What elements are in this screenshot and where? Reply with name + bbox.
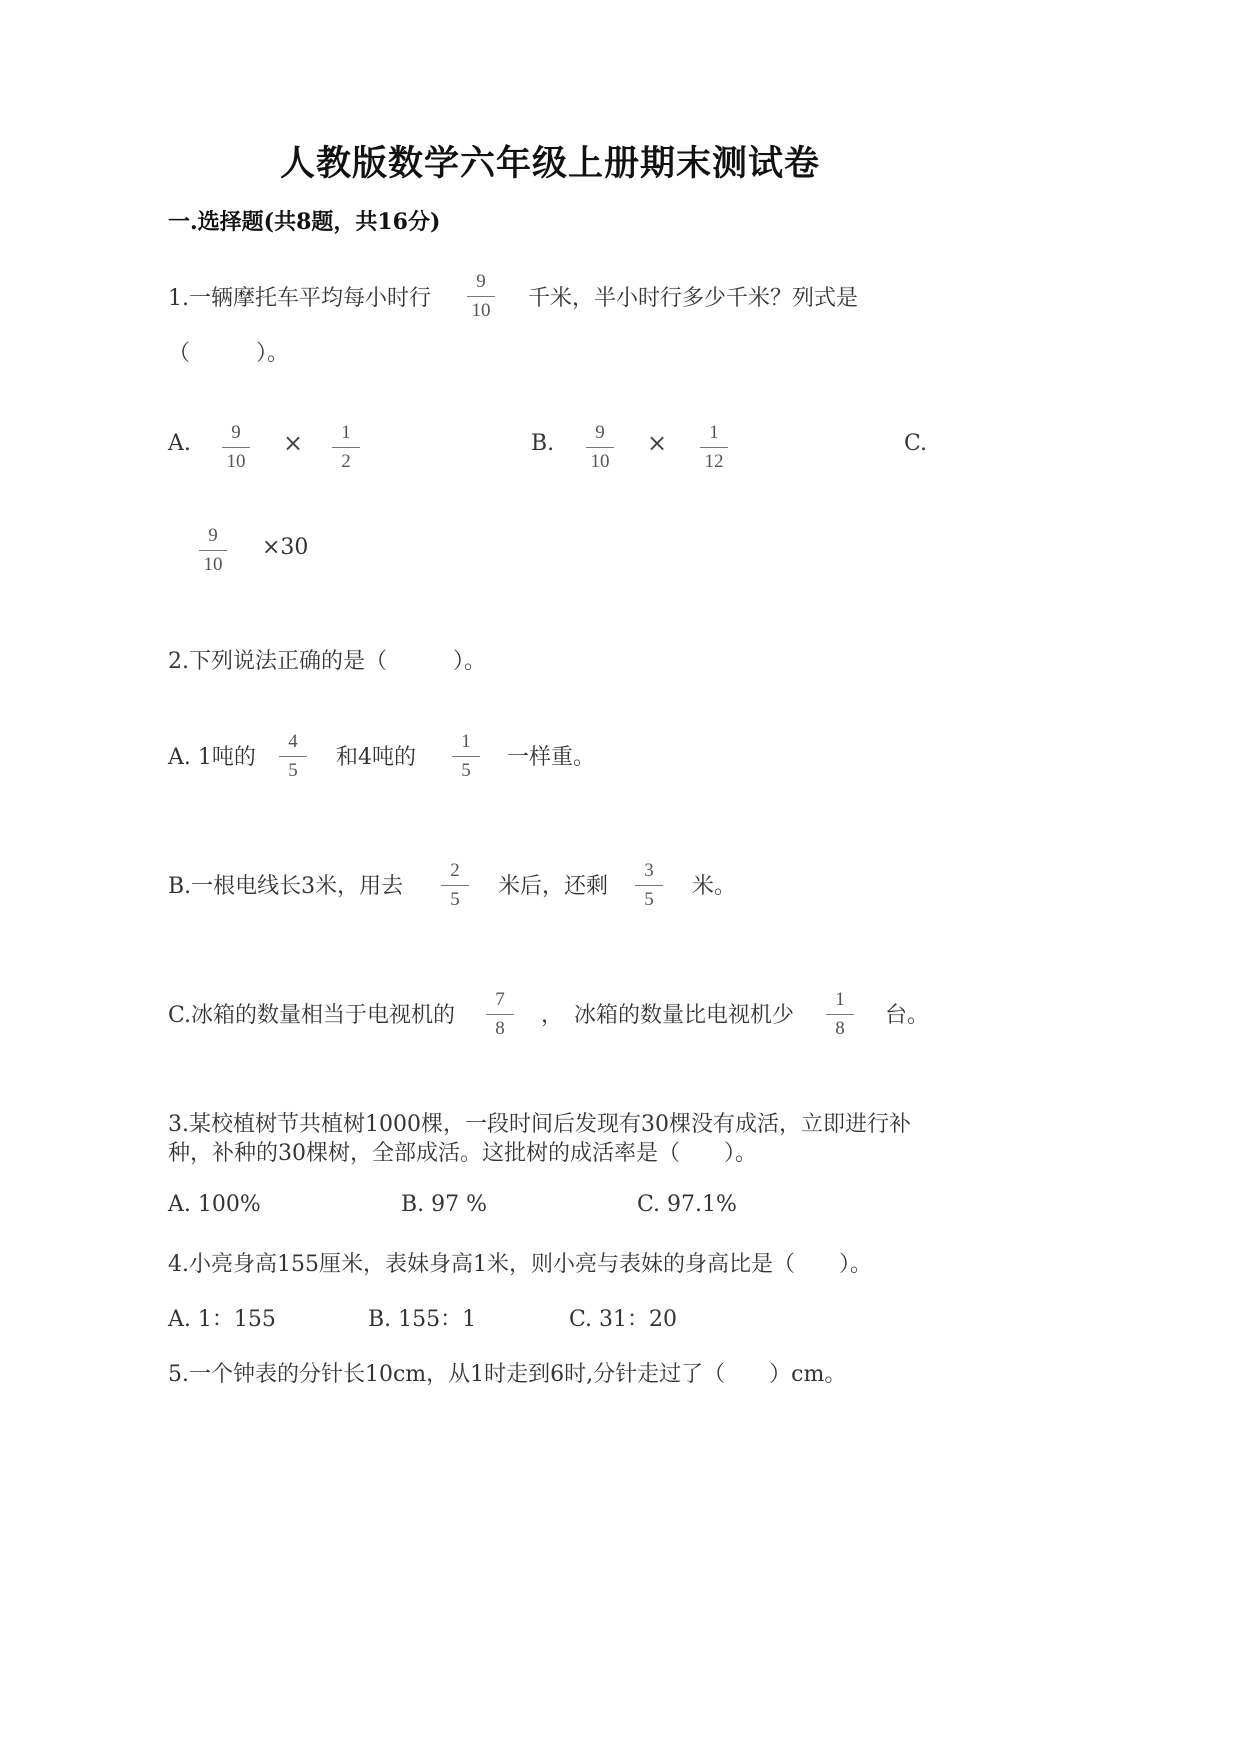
fraction-bar xyxy=(635,885,663,886)
numerator: 9 xyxy=(476,271,486,292)
numerator: 7 xyxy=(495,989,505,1010)
denominator: 5 xyxy=(644,889,654,910)
page-title: 人教版数学六年级上册期末测试卷 xyxy=(279,143,820,184)
denominator: 5 xyxy=(288,760,298,781)
numerator: 3 xyxy=(644,860,654,881)
denominator: 12 xyxy=(704,451,724,472)
fraction-bar xyxy=(332,447,360,448)
numerator: 9 xyxy=(595,422,605,443)
q4-option-b: B. 155：1 xyxy=(368,1307,477,1332)
q2-option-a-part3: 一样重。 xyxy=(507,745,596,770)
numerator: 4 xyxy=(288,731,298,752)
q1-option-b-fraction1 xyxy=(580,422,620,473)
fraction-bar xyxy=(467,296,495,297)
denominator: 5 xyxy=(450,889,460,910)
q3-text-line1: 3.某校植树节共植树1000棵，一段时间后发现有30棵没有成活，立即进行补 xyxy=(168,1112,911,1137)
q1-option-a-label: A. xyxy=(168,431,191,456)
q4-option-a: A. 1：155 xyxy=(168,1307,276,1332)
q1-option-b-fraction2 xyxy=(694,422,734,473)
denominator: 2 xyxy=(341,451,351,472)
q4-option-c: C. 31：20 xyxy=(569,1307,678,1332)
fraction-bar xyxy=(199,550,227,551)
fraction-bar xyxy=(441,885,469,886)
numerator: 1 xyxy=(341,422,351,443)
denominator: 8 xyxy=(835,1018,845,1039)
q1-option-b-times: × xyxy=(647,429,668,457)
q3-option-b: B. 97 % xyxy=(401,1192,488,1217)
q2-option-a-fraction1 xyxy=(273,731,313,782)
denominator: 10 xyxy=(471,300,491,321)
q2-option-c-part1: C.冰箱的数量相当于电视机的 xyxy=(168,1003,456,1028)
q3-option-a: A. 100% xyxy=(168,1192,261,1217)
q3-option-c: C. 97.1% xyxy=(637,1192,737,1217)
fraction-bar xyxy=(826,1014,854,1015)
denominator: 10 xyxy=(203,554,223,575)
q2-option-b-part2: 米后，还剩 xyxy=(498,874,609,899)
q1-answer-blank: （ ）。 xyxy=(168,341,290,366)
q1-text-end: 千米，半小时行多少千米？列式是 xyxy=(528,286,859,311)
q2-option-a-fraction2 xyxy=(446,731,486,782)
q1-option-c-label: C. xyxy=(904,431,928,456)
q2-option-c-fraction2 xyxy=(820,989,860,1040)
numerator: 9 xyxy=(231,422,241,443)
q2-option-b-part3: 米。 xyxy=(692,874,737,899)
q2-text: 2.下列说法正确的是（ ）。 xyxy=(168,649,486,674)
q1-option-a-times: × xyxy=(283,429,304,457)
q1-option-c-fraction xyxy=(193,525,233,576)
section-heading: 一.选择题(共8题，共16分) xyxy=(168,209,441,235)
q5-text: 5.一个钟表的分针长10cm，从1时走到6时,分针走过了（ ）cm。 xyxy=(168,1362,847,1387)
q2-option-a-part2: 和4吨的 xyxy=(336,745,416,770)
denominator: 10 xyxy=(226,451,246,472)
q2-option-b-fraction1 xyxy=(435,860,475,911)
q2-option-c-fraction1 xyxy=(480,989,520,1040)
q1-option-a-fraction2 xyxy=(326,422,366,473)
q2-option-a-part1: A. 1吨的 xyxy=(168,745,256,770)
q1-text-start: 1.一辆摩托车平均每小时行 xyxy=(168,286,431,311)
fraction-bar xyxy=(586,447,614,448)
q2-option-b-part1: B.一根电线长3米，用去 xyxy=(168,874,404,899)
numerator: 9 xyxy=(208,525,218,546)
denominator: 5 xyxy=(461,760,471,781)
fraction-bar xyxy=(486,1014,514,1015)
q1-option-b-label: B. xyxy=(531,431,555,456)
numerator: 1 xyxy=(709,422,719,443)
denominator: 10 xyxy=(590,451,610,472)
numerator: 1 xyxy=(461,731,471,752)
q3-text-line2: 种，补种的30棵树，全部成活。这批树的成活率是（ ）。 xyxy=(168,1141,757,1166)
fraction-bar xyxy=(279,756,307,757)
fraction-bar xyxy=(222,447,250,448)
numerator: 2 xyxy=(450,860,460,881)
q1-fraction xyxy=(461,271,501,322)
fraction-bar xyxy=(452,756,480,757)
q4-text: 4.小亮身高155厘米，表妹身高1米，则小亮与表妹的身高比是（ ）。 xyxy=(168,1252,872,1277)
q1-option-a-fraction1 xyxy=(216,422,256,473)
q2-option-c-part3: 台。 xyxy=(885,1003,930,1028)
fraction-bar xyxy=(700,447,728,448)
q2-option-c-part2: ， 冰箱的数量比电视机少 xyxy=(541,1003,795,1028)
numerator: 1 xyxy=(835,989,845,1010)
q1-option-c-rest: ×30 xyxy=(262,535,309,560)
q2-option-b-fraction2 xyxy=(629,860,669,911)
denominator: 8 xyxy=(495,1018,505,1039)
